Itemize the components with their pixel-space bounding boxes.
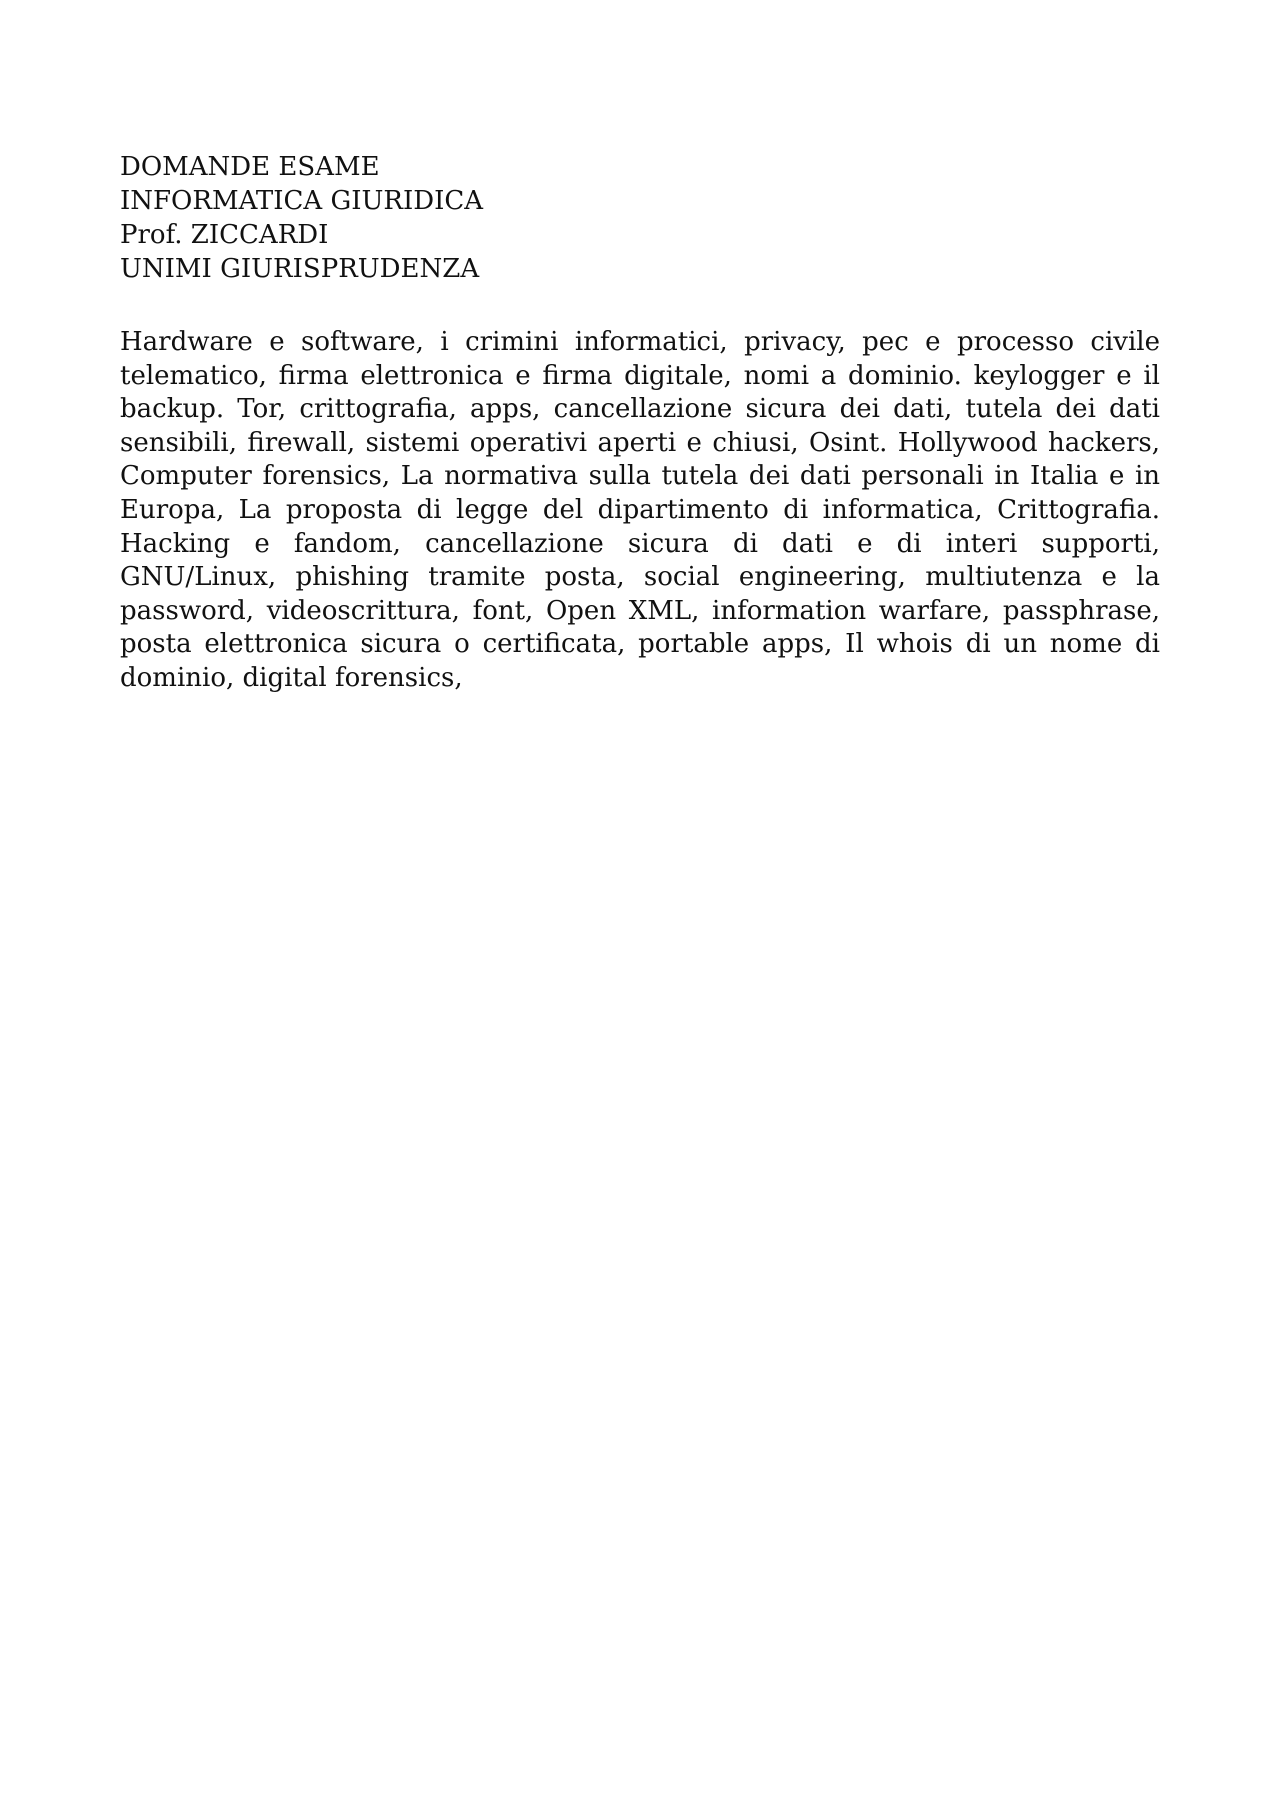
header-line-professor: Prof. ZICCARDI [120, 220, 329, 250]
header-line-university: UNIMI GIURISPRUDENZA [120, 254, 480, 284]
header-line-course: INFORMATICA GIURIDICA [120, 186, 484, 216]
topics-paragraph: Hardware e software, i crimini informatici, privacy, pec e processo civile telematico, firma elettronica e firma digitale, nomi a dominio. keylogger e il backup. Tor, crittografia, apps, cancellazione sicura dei dati, tutela dei dati sensibili, firewall, sistemi operativi aperti e chiusi, Osint. Hollywood hackers, Computer forensics, La normativa sulla tutela dei dati personali in Italia e in Europa, La proposta di legge del dipartimento di informatica, Crittografia. Hacking e fandom, cancellazione sicura di dati e di interi supporti, GNU/Linux, phishing tramite posta, social engineering, multiutenza e la password, videoscrittura, font, Open XML, information warfare, passphrase, posta elettronica sicura o certificata, portable apps, Il whois di un nome di dominio, digital forensics, [120, 327, 1160, 693]
document-header [120, 150, 1160, 286]
header-line-exam-questions: DOMANDE ESAME [120, 152, 380, 182]
